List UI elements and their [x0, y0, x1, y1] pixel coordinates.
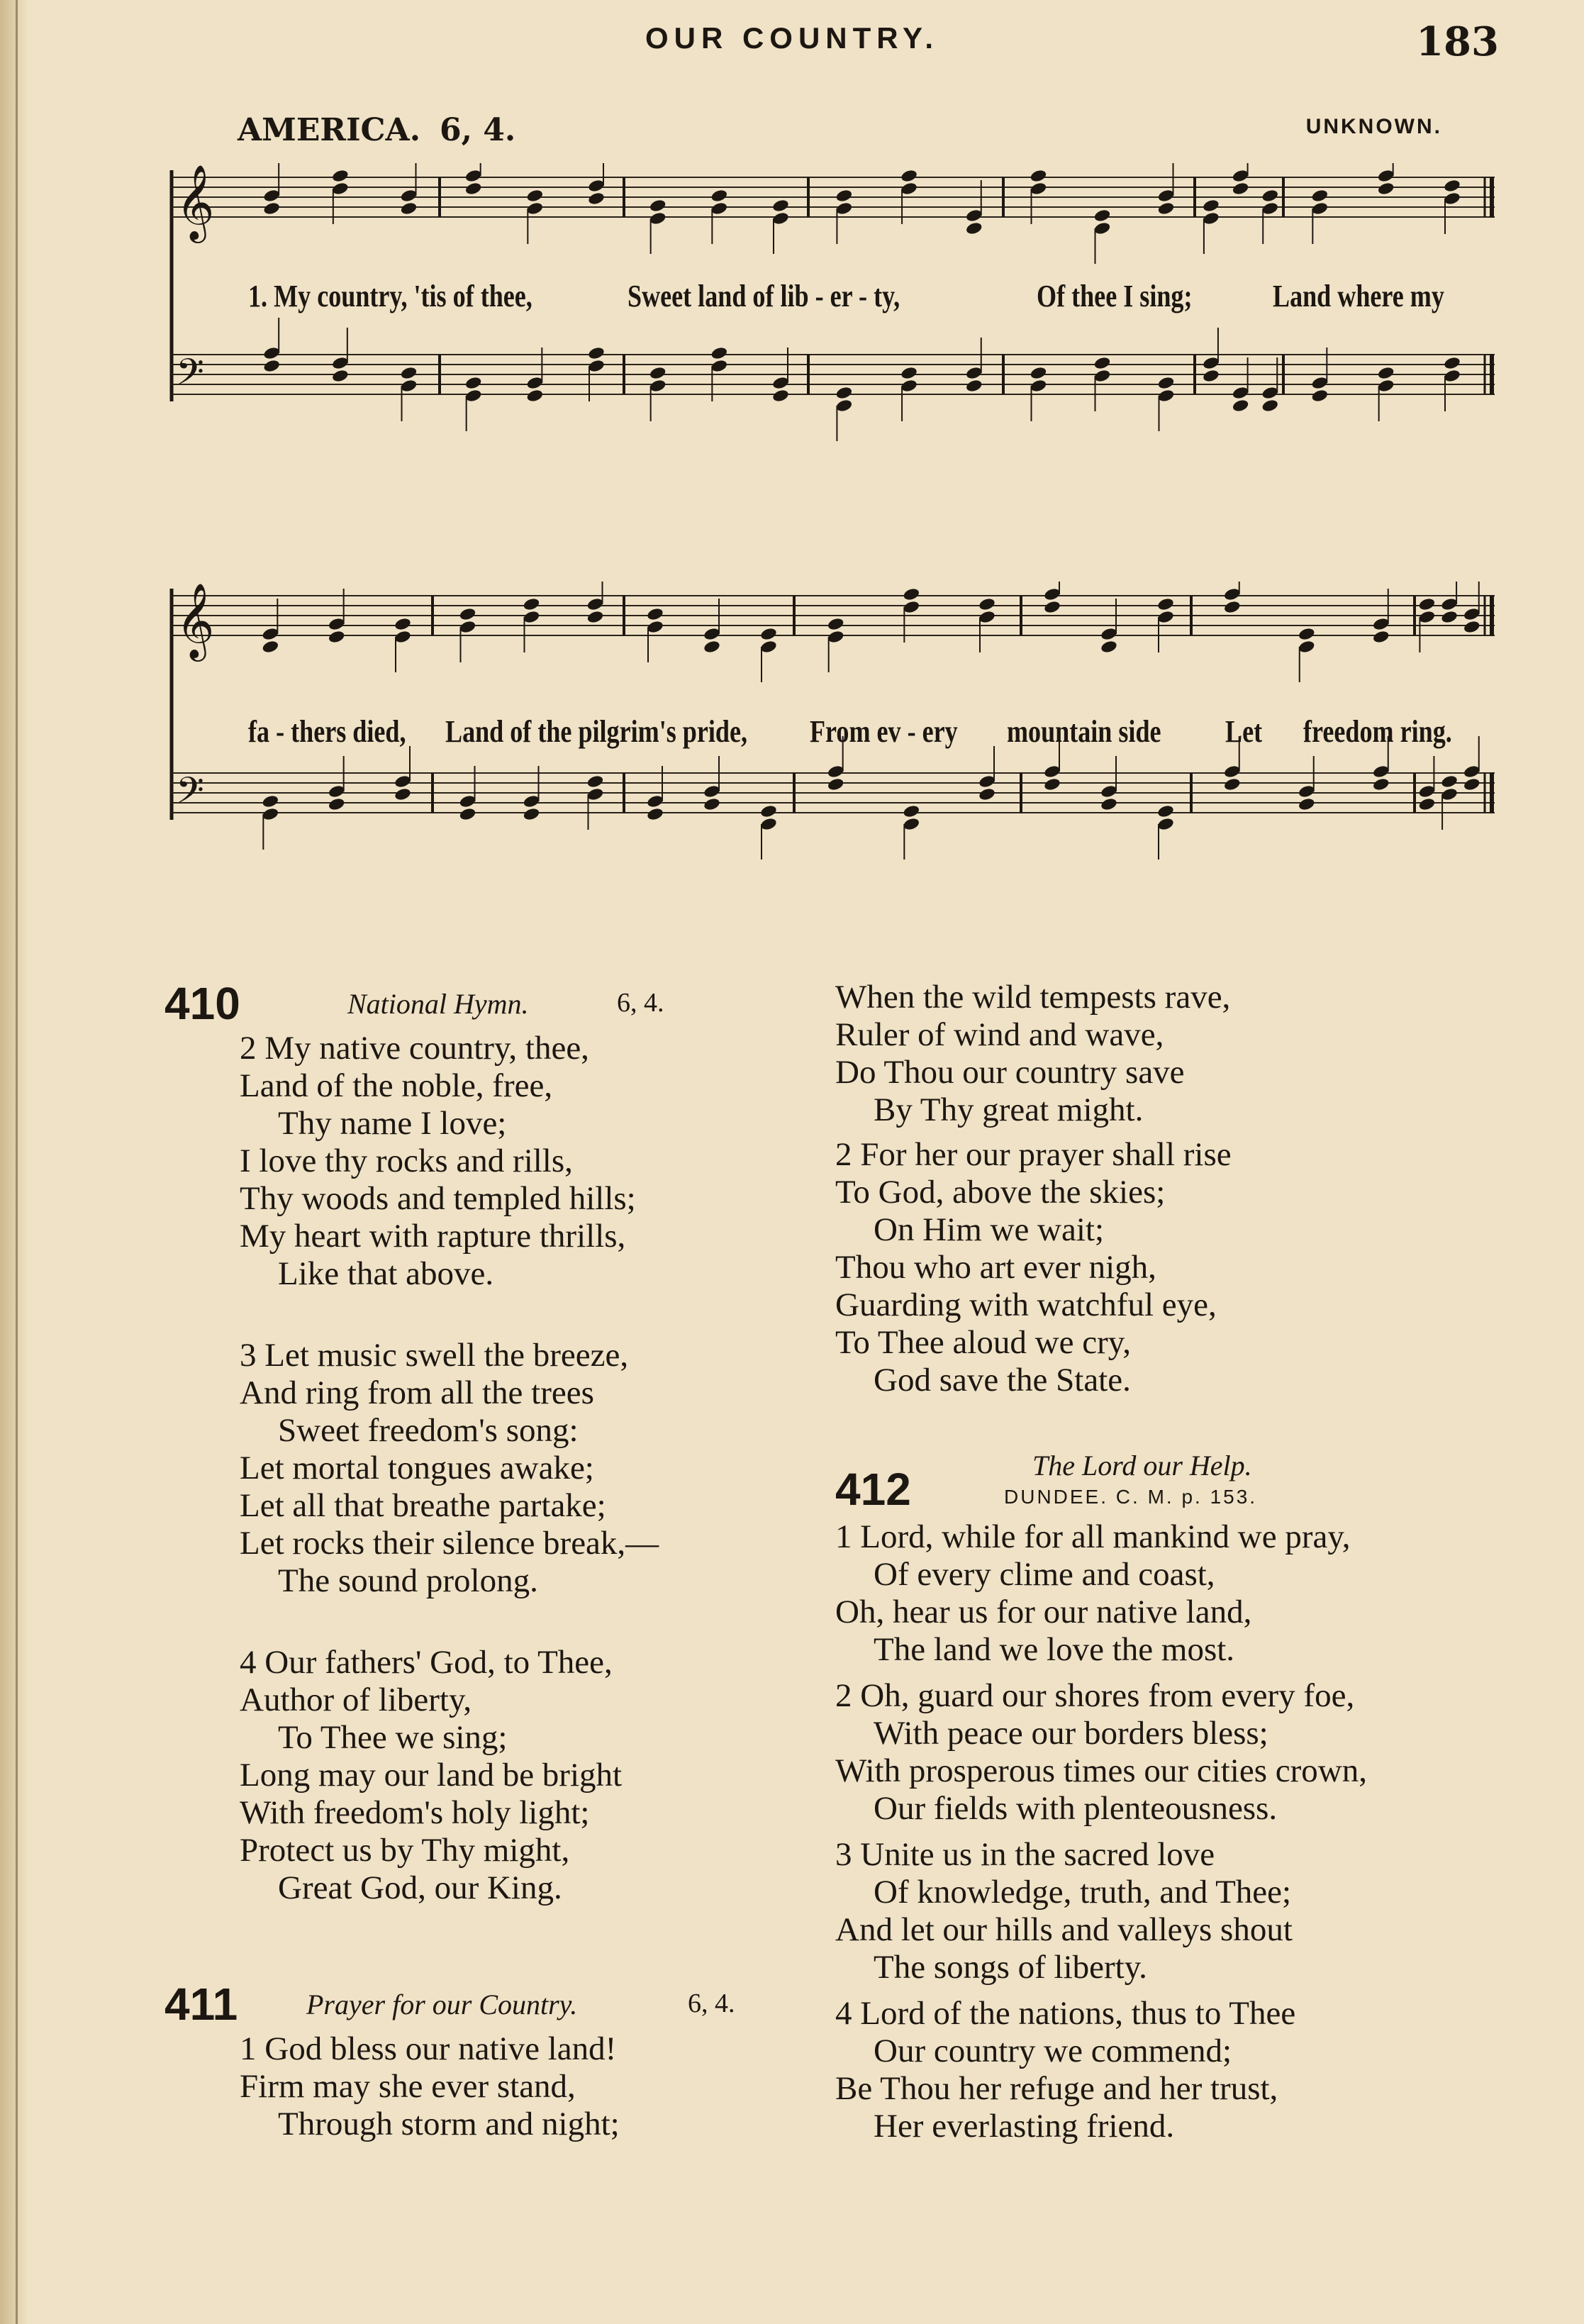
hymn-text — [164, 1030, 803, 1907]
hymn-text — [164, 2030, 803, 2143]
treble-clef: 𝄞 — [176, 582, 215, 658]
note-head — [331, 369, 349, 384]
verse-line: My heart with rapture thrills, — [240, 1218, 626, 1255]
verse-line: Long may our land be bright — [240, 1757, 623, 1794]
note-head — [1372, 630, 1390, 645]
verse-line: Let mortal tongues awake; — [240, 1450, 594, 1486]
hymn-412 — [835, 1449, 1544, 2145]
note-head — [526, 376, 544, 391]
verse-line: And let our hills and valleys shout — [835, 1911, 1293, 1948]
note-head — [464, 376, 482, 391]
note-head — [710, 346, 728, 361]
note-head — [331, 356, 349, 371]
hymn-411-continued — [835, 979, 1544, 1399]
note-head — [978, 597, 995, 612]
note-head — [587, 191, 605, 206]
note-head — [1223, 777, 1241, 792]
hymn-number: 412 — [835, 1464, 911, 1515]
note-head — [903, 804, 920, 819]
note-head — [1261, 386, 1279, 401]
note-head — [586, 597, 604, 612]
note-head — [759, 627, 777, 642]
verse-line: Oh, hear us for our native land, — [835, 1594, 1252, 1630]
note-head — [526, 201, 544, 216]
note-head — [1100, 627, 1117, 642]
lyric-fragment: fa - thers died, — [248, 714, 406, 749]
verse-line: By Thy great might. — [874, 1091, 1144, 1128]
page-edge — [0, 0, 28, 2324]
note-head — [1463, 607, 1480, 622]
note-head — [1443, 369, 1461, 384]
note-head — [394, 774, 411, 789]
note-head — [1418, 784, 1436, 799]
stanza — [240, 1644, 803, 1907]
note-head — [1440, 597, 1458, 612]
note-head — [262, 346, 280, 361]
verse-line: I love thy rocks and rills, — [240, 1142, 573, 1179]
hymn-heading — [835, 1449, 1544, 1518]
verse-line: To God, above the skies; — [835, 1174, 1166, 1211]
note-head — [827, 617, 844, 632]
note-head — [900, 366, 918, 381]
verse-line: To Thee aloud we cry, — [835, 1324, 1131, 1361]
note-head — [710, 189, 728, 204]
note-head — [1223, 600, 1241, 615]
note-head — [400, 189, 418, 204]
note-head — [523, 794, 540, 809]
note-head — [646, 807, 664, 822]
verse-line: Our country we commend; — [874, 2033, 1232, 2069]
verse-line: Our fields with plenteousness. — [874, 1790, 1278, 1827]
verse-line: 2 Oh, guard our shores from every foe, — [835, 1677, 1355, 1714]
verse-line: Like that above. — [278, 1255, 494, 1292]
hymn-411 — [164, 1978, 803, 2143]
note-head — [649, 366, 666, 381]
note-head — [526, 189, 544, 204]
note-head — [464, 182, 482, 196]
note-head — [262, 640, 279, 655]
note-head — [1372, 617, 1390, 632]
note-head — [1156, 597, 1174, 612]
note-head — [1202, 356, 1220, 371]
note-head — [1372, 777, 1390, 792]
note-head — [1043, 777, 1061, 792]
note-head — [1261, 399, 1279, 413]
verse-line: Author of liberty, — [240, 1681, 472, 1718]
lyric-fragment: Of thee I sing; — [1037, 279, 1193, 313]
note-head — [523, 807, 540, 822]
stanza — [835, 979, 1544, 1129]
lyric-fragment: mountain side — [1007, 714, 1161, 749]
note-head — [965, 209, 983, 223]
note-head — [649, 211, 666, 226]
stanza — [240, 2030, 803, 2143]
verse-line: Her everlasting friend. — [874, 2108, 1175, 2145]
note-head — [523, 610, 540, 625]
note-head — [1443, 356, 1461, 371]
note-head — [771, 199, 789, 213]
note-head — [1202, 199, 1220, 213]
note-head — [587, 179, 605, 194]
note-head — [1418, 610, 1436, 625]
note-head — [903, 817, 920, 832]
note-head — [586, 610, 604, 625]
note-head — [1030, 169, 1047, 184]
verse-line: The sound prolong. — [278, 1562, 538, 1599]
note-head — [464, 389, 482, 404]
note-head — [703, 627, 720, 642]
note-head — [262, 359, 280, 374]
note-head — [649, 379, 666, 394]
verse-line: 2 My native country, thee, — [240, 1030, 589, 1067]
note-head — [759, 640, 777, 655]
left-column — [164, 977, 803, 2143]
note-head — [328, 797, 345, 812]
note-head — [1261, 201, 1279, 216]
bass-clef: 𝄢 — [176, 350, 204, 402]
note-head — [965, 366, 983, 381]
note-head — [1418, 597, 1436, 612]
note-head — [965, 221, 983, 236]
note-head — [1157, 201, 1175, 216]
right-column — [835, 979, 1544, 2145]
composer-credit: UNKNOWN. — [1305, 115, 1442, 138]
note-head — [523, 597, 540, 612]
note-head — [262, 794, 279, 809]
lyric-fragment: Land where my — [1273, 279, 1444, 313]
note-head — [1298, 784, 1315, 799]
verse-line: Firm may she ever stand, — [240, 2068, 576, 2105]
note-head — [459, 607, 476, 622]
note-head — [703, 797, 720, 812]
verse-line: The land we love the most. — [874, 1631, 1235, 1668]
verse-line: Sweet freedom's song: — [278, 1412, 579, 1449]
note-head — [1157, 376, 1175, 391]
note-head — [464, 169, 482, 184]
note-head — [1223, 765, 1241, 779]
note-head — [1100, 797, 1117, 812]
note-head — [394, 617, 411, 632]
note-head — [900, 182, 918, 196]
note-head — [646, 607, 664, 622]
note-head — [1377, 366, 1395, 381]
note-head — [1202, 211, 1220, 226]
note-head — [262, 201, 280, 216]
tune-meter: 6, 4. — [440, 112, 516, 148]
note-head — [394, 787, 411, 802]
note-head — [1202, 369, 1220, 384]
note-head — [400, 201, 418, 216]
note-head — [1030, 379, 1047, 394]
verse-line: With prosperous times our cities crown, — [835, 1752, 1367, 1789]
note-head — [827, 777, 844, 792]
note-head — [328, 617, 345, 632]
verse-line: Let all that breathe partake; — [240, 1487, 606, 1524]
verse-line: Thy woods and templed hills; — [240, 1180, 636, 1217]
verse-line: To Thee we sing; — [278, 1719, 508, 1756]
note-head — [965, 379, 983, 394]
note-head — [1463, 620, 1480, 635]
note-head — [262, 627, 279, 642]
note-head — [771, 389, 789, 404]
note-head — [328, 630, 345, 645]
note-head — [710, 359, 728, 374]
note-head — [1311, 389, 1329, 404]
note-head — [1093, 209, 1111, 223]
note-head — [587, 359, 605, 374]
page-header-title: OUR COUNTRY. — [645, 21, 939, 55]
note-head — [649, 199, 666, 213]
note-head — [1311, 201, 1329, 216]
note-head — [1093, 221, 1111, 236]
note-head — [1232, 169, 1249, 184]
verse-line: God save the State. — [874, 1362, 1131, 1399]
verse-line: Protect us by Thy might, — [240, 1832, 570, 1869]
note-head — [1261, 189, 1279, 204]
hymn-heading — [164, 977, 803, 1030]
verse-line: The songs of liberty. — [874, 1949, 1147, 1986]
stanza — [240, 1337, 803, 1600]
note-head — [586, 774, 604, 789]
note-head — [703, 640, 720, 655]
note-head — [587, 346, 605, 361]
note-head — [1030, 366, 1047, 381]
verse-line: Of knowledge, truth, and Thee; — [874, 1874, 1292, 1911]
verse-line: Great God, our King. — [278, 1869, 562, 1906]
note-head — [262, 189, 280, 204]
stanza — [835, 1136, 1544, 1399]
hymn-410 — [164, 977, 803, 1907]
note-head — [1232, 386, 1249, 401]
note-head — [1418, 797, 1436, 812]
note-head — [1377, 182, 1395, 196]
note-head — [1223, 587, 1241, 602]
bass-clef: 𝄢 — [176, 769, 204, 821]
note-head — [1443, 191, 1461, 206]
verse-line: 4 Lord of the nations, thus to Thee — [835, 1995, 1296, 2032]
hymn-meter: 6, 4. — [617, 988, 664, 1018]
note-head — [1232, 182, 1249, 196]
note-head — [1298, 640, 1315, 655]
hymn-number: 410 — [164, 978, 240, 1029]
note-head — [1372, 765, 1390, 779]
note-head — [759, 804, 777, 819]
note-head — [978, 787, 995, 802]
note-head — [1093, 369, 1111, 384]
note-head — [771, 211, 789, 226]
lyric-fragment: From ev - ery — [810, 714, 958, 749]
verse-line: Guarding with watchful eye, — [835, 1286, 1217, 1323]
note-head — [1100, 784, 1117, 799]
note-head — [1043, 765, 1061, 779]
note-head — [459, 794, 476, 809]
hymn-title: Prayer for our Country. — [306, 1989, 578, 2020]
note-head — [331, 169, 349, 184]
note-head — [646, 794, 664, 809]
note-head — [1298, 627, 1315, 642]
verse-line: And ring from all the trees — [240, 1374, 594, 1411]
note-head — [400, 379, 418, 394]
verse-line: 4 Our fathers' God, to Thee, — [240, 1644, 613, 1681]
note-head — [1157, 389, 1175, 404]
note-head — [1156, 804, 1174, 819]
stanza — [835, 1836, 1544, 1986]
note-head — [1440, 787, 1458, 802]
verse-line: 3 Let music swell the breeze, — [240, 1337, 629, 1374]
verse-line: Land of the noble, free, — [240, 1067, 553, 1104]
verse-line: 3 Unite us in the sacred love — [835, 1836, 1215, 1873]
note-head — [1093, 356, 1111, 371]
note-head — [1377, 379, 1395, 394]
note-head — [1043, 587, 1061, 602]
verse-line: With peace our borders bless; — [874, 1715, 1268, 1752]
tune-name: AMERICA. — [238, 112, 421, 148]
note-head — [1440, 774, 1458, 789]
note-head — [1463, 777, 1480, 792]
note-head — [771, 376, 789, 391]
stanza — [835, 1518, 1544, 1669]
note-head — [1156, 610, 1174, 625]
music-score-system-1 — [163, 163, 1503, 475]
note-head — [827, 630, 844, 645]
verse-line: Thou who art ever nigh, — [835, 1249, 1156, 1286]
stanza — [240, 1030, 803, 1293]
verse-line: Be Thou her refuge and her trust, — [835, 2070, 1278, 2107]
note-head — [903, 600, 920, 615]
hymn-meter: 6, 4. — [688, 1989, 735, 2018]
note-head — [1377, 169, 1395, 184]
note-head — [835, 189, 853, 204]
note-head — [1311, 376, 1329, 391]
note-head — [459, 620, 476, 635]
verse-line: When the wild tempests rave, — [835, 979, 1231, 1016]
note-head — [759, 817, 777, 832]
binding-line — [16, 0, 18, 2324]
note-head — [459, 807, 476, 822]
tune-reference: DUNDEE. C. M. p. 153. — [1004, 1486, 1258, 1508]
hymn-number: 411 — [164, 1979, 238, 2030]
note-head — [900, 169, 918, 184]
note-head — [710, 201, 728, 216]
hymn-title: National Hymn. — [347, 988, 529, 1020]
note-head — [827, 765, 844, 779]
note-head — [835, 399, 853, 413]
note-head — [526, 389, 544, 404]
hymn-heading — [164, 1978, 803, 2030]
verse-line: With freedom's holy light; — [240, 1794, 590, 1831]
note-head — [328, 784, 345, 799]
lyric-fragment: freedom ring. — [1303, 714, 1452, 749]
note-head — [1298, 797, 1315, 812]
hymn-title: The Lord our Help. — [1032, 1450, 1252, 1481]
note-head — [1156, 817, 1174, 832]
note-head — [703, 784, 720, 799]
note-head — [1043, 600, 1061, 615]
verse-line: 1 Lord, while for all mankind we pray, — [835, 1518, 1351, 1555]
note-head — [1232, 399, 1249, 413]
verse-line: Ruler of wind and wave, — [835, 1016, 1164, 1053]
note-head — [978, 610, 995, 625]
lyric-fragment: Land of the pilgrim's pride, — [445, 714, 747, 749]
lyric-fragment: Let — [1225, 714, 1263, 749]
verse-line: 2 For her our prayer shall rise — [835, 1136, 1232, 1173]
verse-line: 1 God bless our native land! — [240, 2030, 617, 2067]
lyric-fragment: 1. My country, 'tis of thee, — [248, 279, 532, 313]
note-head — [262, 807, 279, 822]
verse-line: Of every clime and coast, — [874, 1556, 1215, 1593]
note-head — [1440, 610, 1458, 625]
verse-line: Thy name I love; — [278, 1105, 507, 1142]
note-head — [835, 386, 853, 401]
note-head — [903, 587, 920, 602]
note-head — [646, 620, 664, 635]
note-head — [1030, 182, 1047, 196]
note-head — [1463, 765, 1480, 779]
stanza — [835, 1995, 1544, 2145]
treble-clef: 𝄞 — [176, 164, 215, 240]
page-number: 183 — [1416, 18, 1499, 65]
note-head — [586, 787, 604, 802]
note-head — [835, 201, 853, 216]
verse-line: Through storm and night; — [278, 2106, 620, 2142]
lyric-fragment: Sweet land of lib - er - ty, — [628, 279, 900, 313]
note-head — [978, 774, 995, 789]
note-head — [394, 630, 411, 645]
note-head — [1443, 179, 1461, 194]
note-head — [1311, 189, 1329, 204]
note-head — [1100, 640, 1117, 655]
stanza — [835, 1677, 1544, 1828]
verse-line: Do Thou our country save — [835, 1054, 1185, 1091]
hymn-text — [835, 1518, 1544, 2145]
note-head — [1157, 189, 1175, 204]
note-head — [400, 366, 418, 381]
verse-line: Let rocks their silence break,— — [240, 1525, 659, 1562]
note-head — [331, 182, 349, 196]
verse-line: On Him we wait; — [874, 1211, 1105, 1248]
note-head — [900, 379, 918, 394]
